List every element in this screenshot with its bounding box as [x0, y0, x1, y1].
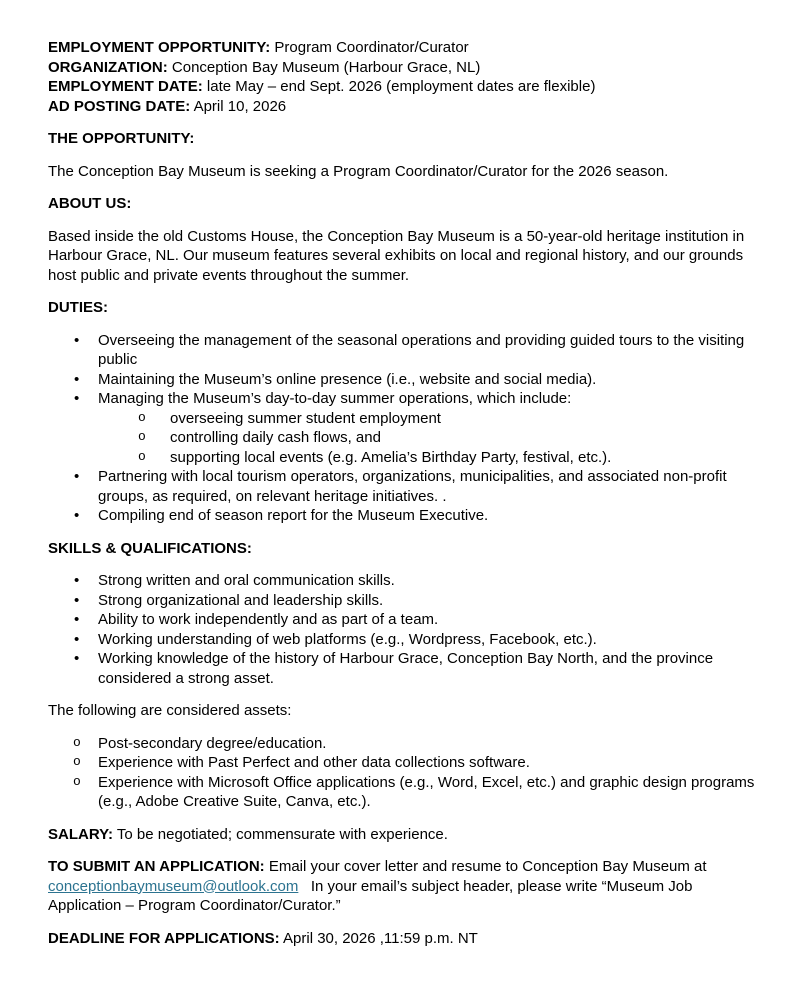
opportunity-paragraph: The Conception Bay Museum is seeking a Program Coordinator/Curator for the 2026 season.	[48, 162, 669, 180]
list-item-text: Partnering with local tourism operators, organizations, municipalities, and associated non-profit groups, as required, on relevant heritage initiatives. .	[98, 468, 727, 505]
list-item-text: Strong written and oral communication skills.	[98, 572, 395, 589]
list-item	[98, 448, 761, 468]
circle-bullet-icon: o	[138, 429, 146, 444]
header-fields	[48, 38, 761, 116]
circle-bullet-icon: o	[73, 754, 81, 769]
list-item-text: controlling daily cash flows, and	[170, 429, 381, 446]
salary-value: To be negotiated; commensurate with experience.	[116, 825, 448, 843]
bullet-icon: •	[74, 331, 80, 349]
assets-list	[48, 734, 761, 812]
bullet-icon: •	[74, 630, 80, 648]
submit-text-after-link: In your email’s subject header, please write “Museum Job Application – Program Coordinator/Curator.”	[48, 877, 693, 914]
section-heading-skills: SKILLS & QUALIFICATIONS:	[48, 539, 252, 557]
list-item-text: Experience with Past Perfect and other data collections software.	[98, 754, 530, 771]
field-value: April 10, 2026	[193, 97, 287, 115]
list-item	[48, 753, 761, 773]
list-item-text: Strong organizational and leadership skills.	[98, 591, 384, 609]
deadline-label: DEADLINE FOR APPLICATIONS:	[48, 929, 280, 947]
section-heading-about-us: ABOUT US:	[48, 195, 132, 212]
list-item-text: Overseeing the management of the seasonal operations and providing guided tours to the visiting public	[98, 331, 745, 368]
circle-bullet-icon: o	[138, 409, 146, 425]
list-item	[48, 773, 761, 812]
bullet-icon: •	[74, 611, 80, 628]
submit-label: TO SUBMIT AN APPLICATION:	[48, 858, 265, 875]
salary-paragraph	[48, 825, 761, 845]
bullet-icon: •	[74, 591, 80, 609]
list-item	[48, 389, 761, 467]
circle-bullet-icon: o	[73, 734, 81, 750]
list-item	[48, 571, 761, 591]
deadline-value: April 30, 2026 ,11:59 p.m. NT	[283, 929, 478, 947]
list-item	[48, 591, 761, 611]
list-item-text: Ability to work independently and as part of a team.	[98, 611, 439, 628]
email-link[interactable]: conceptionbaymuseum@outlook.com	[48, 877, 299, 895]
list-item	[48, 734, 761, 754]
list-item	[48, 649, 761, 688]
field-label: EMPLOYMENT DATE:	[48, 78, 203, 95]
header-field-ad-posting-date	[48, 97, 761, 117]
list-item-text: Compiling end of season report for the Museum Executive.	[98, 507, 489, 524]
bullet-icon: •	[74, 390, 80, 407]
list-item	[98, 428, 761, 448]
list-item-text: Experience with Microsoft Office applications (e.g., Word, Excel, etc.) and graphic design programs (e.g., Adobe Creative Suite, Canva, etc.).	[98, 773, 755, 810]
list-item	[48, 467, 761, 506]
deadline-paragraph	[48, 929, 761, 949]
field-value: Program Coordinator/Curator	[274, 39, 469, 56]
circle-bullet-icon: o	[73, 773, 81, 789]
field-label: AD POSTING DATE:	[48, 97, 191, 115]
list-item-text: Post-secondary degree/education.	[98, 734, 327, 752]
list-item-text: Working understanding of web platforms (e.g., Wordpress, Facebook, etc.).	[98, 630, 597, 648]
bullet-icon: •	[74, 572, 80, 589]
list-item-text: supporting local events (e.g. Amelia’s Birthday Party, festival, etc.).	[170, 448, 612, 466]
field-label: ORGANIZATION:	[48, 58, 168, 76]
list-item	[98, 409, 761, 429]
skills-list	[48, 571, 761, 688]
duties-list	[48, 331, 761, 526]
list-item-text: overseeing summer student employment	[170, 409, 441, 427]
list-item-text: Maintaining the Museum’s online presence (i.e., website and social media).	[98, 370, 597, 388]
submit-text-before-link: Email your cover letter and resume to Conception Bay Museum at	[268, 858, 707, 875]
bullet-icon: •	[74, 468, 80, 485]
header-field-employment-opportunity	[48, 38, 761, 58]
circle-bullet-icon: o	[138, 448, 146, 464]
assets-intro: The following are considered assets:	[48, 702, 292, 719]
list-item	[48, 331, 761, 370]
section-heading-duties: DUTIES:	[48, 299, 108, 316]
header-field-employment-date	[48, 77, 761, 97]
bullet-icon: •	[74, 650, 80, 667]
list-item-text: Working knowledge of the history of Harbour Grace, Conception Bay North, and the province considered a strong asset.	[98, 650, 714, 687]
field-label: EMPLOYMENT OPPORTUNITY:	[48, 39, 271, 56]
list-item	[48, 370, 761, 390]
submit-application-paragraph	[48, 857, 761, 916]
about-us-paragraph: Based inside the old Customs House, the Conception Bay Museum is a 50-year-old heritage institution in Harbour Grace, NL. Our museum features several exhibits on local and regional history, and our grounds host public and private events throughout the summer.	[48, 227, 745, 284]
bullet-icon: •	[74, 370, 80, 388]
section-heading-opportunity: THE OPPORTUNITY:	[48, 130, 195, 147]
field-value: late May – end Sept. 2026 (employment dates are flexible)	[206, 78, 596, 95]
salary-label: SALARY:	[48, 825, 113, 843]
list-item-text: Managing the Museum’s day-to-day summer operations, which include:	[98, 390, 572, 407]
list-item	[48, 630, 761, 650]
field-value: Conception Bay Museum (Harbour Grace, NL)	[171, 58, 481, 76]
bullet-icon: •	[74, 507, 80, 524]
duties-sublist	[98, 409, 761, 468]
list-item	[48, 506, 761, 526]
list-item	[48, 610, 761, 630]
header-field-organization	[48, 58, 761, 78]
